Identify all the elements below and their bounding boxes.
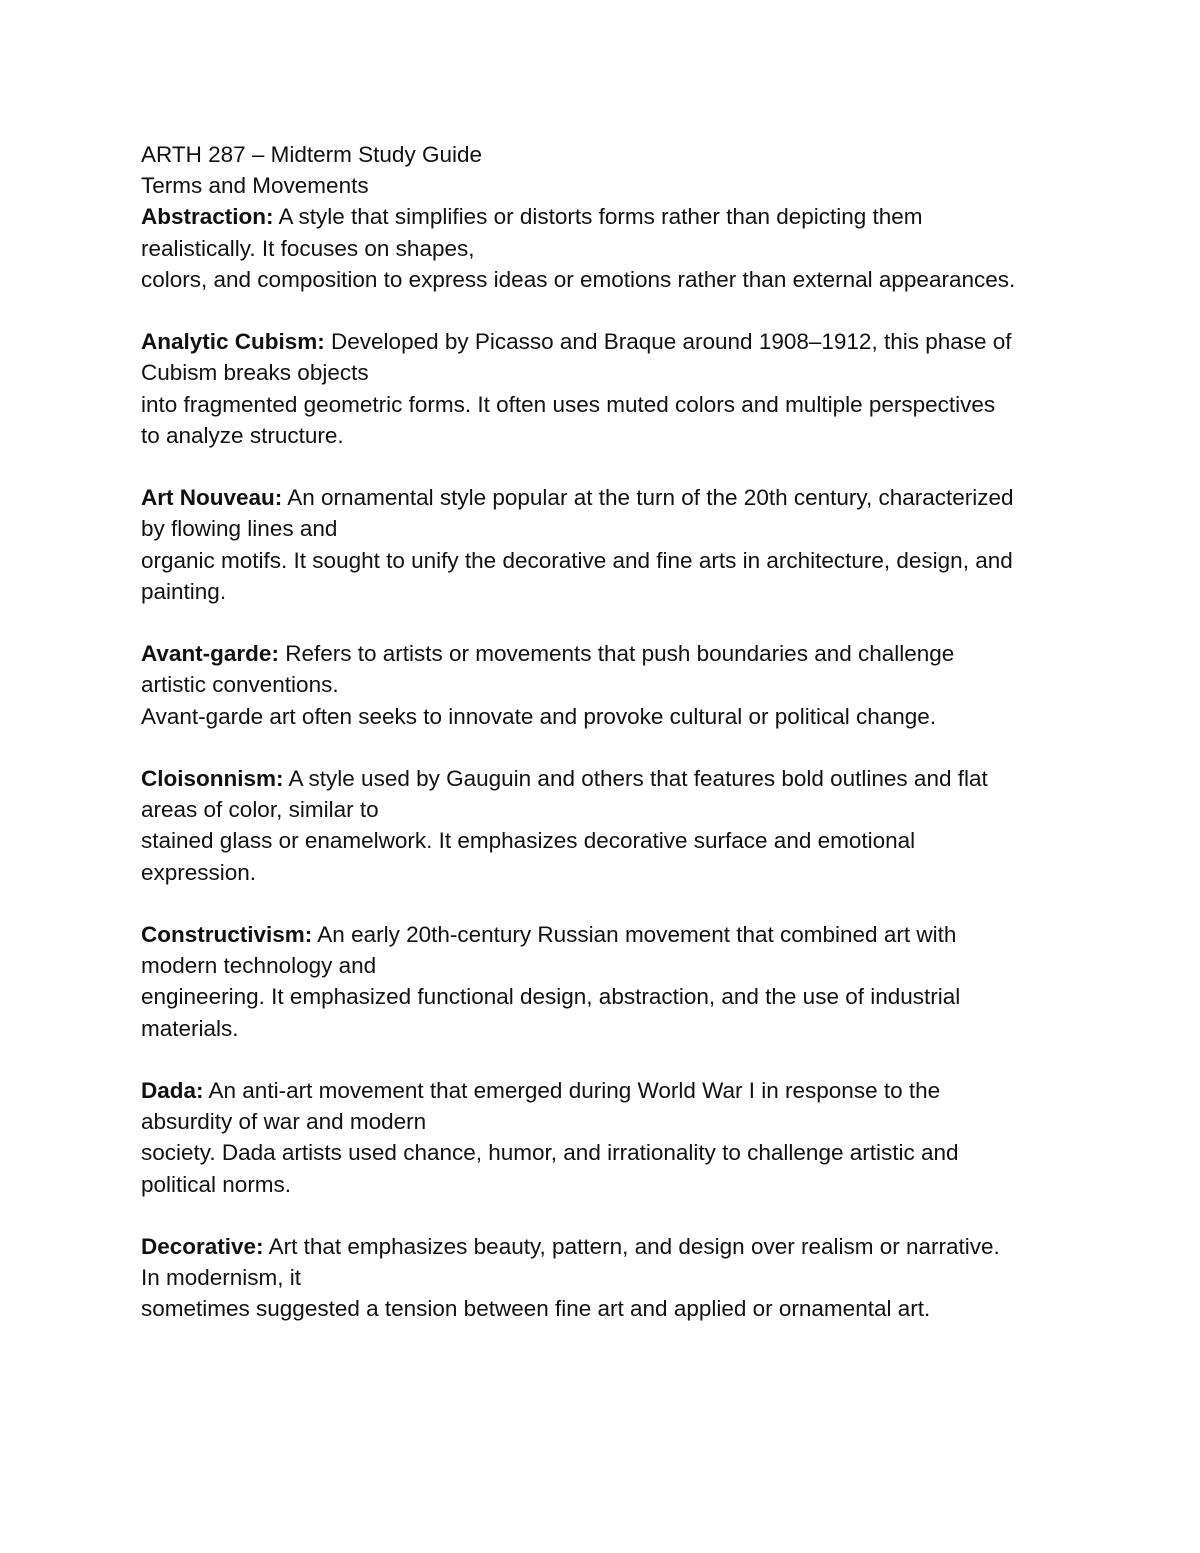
term-line: absurdity of war and modern [141,1109,427,1135]
term-line: In modernism, it [141,1265,302,1291]
term-entry [141,1231,1071,1325]
term-line: realistically. It focuses on shapes, [141,235,475,261]
term-line [141,201,1071,232]
term-definition: Developed by Picasso and Braque around 1908–1912, this phase of [324,329,1012,355]
term-name: Art Nouveau: [141,485,283,511]
term-entry [141,482,1071,607]
term-line: by flowing lines and [141,516,338,542]
term-entry [141,326,1071,451]
term-name: Analytic Cubism: [141,329,325,355]
term-line [141,1075,1071,1106]
term-definition: An ornamental style popular at the turn of the 20th century, characterized [282,485,1014,511]
term-line [141,919,1071,950]
term-line: modern technology and [141,953,377,979]
term-definition: A style that simplifies or distorts forms rather than depicting them [273,204,923,230]
term-name: Cloisonnism: [141,766,284,791]
term-line [141,482,1071,513]
term-line [141,763,1071,794]
term-name: Dada: [141,1078,204,1103]
term-definition: Art that emphasizes beauty, pattern, and design over realism or narrative. [263,1234,1000,1259]
term-line: to analyze structure. [141,422,344,448]
term-entry [141,201,1071,295]
term-line [141,1231,1071,1262]
term-line [141,326,1071,357]
term-line: society. Dada artists used chance, humor, and irrationality to challenge artistic and [141,1140,959,1166]
term-line: engineering. It emphasized functional design, abstraction, and the use of industrial [141,984,961,1010]
section-heading: Terms and Movements [141,173,369,199]
term-name: Avant-garde: [141,641,279,667]
term-name: Decorative: [141,1234,264,1259]
term-name: Constructivism: [141,922,313,947]
term-line: Avant-garde art often seeks to innovate and provoke cultural or political change. [141,703,937,729]
term-definition: Refers to artists or movements that push boundaries and challenge [278,641,955,667]
term-entry [141,1075,1071,1200]
term-line: organic motifs. It sought to unify the decorative and fine arts in architecture, design, and [141,547,1013,573]
term-entry [141,638,1071,732]
term-definition: An early 20th-century Russian movement that combined art with [312,922,957,947]
term-line: colors, and composition to express ideas or emotions rather than external appearances. [141,266,1016,292]
term-line: Cubism breaks objects [141,360,369,386]
term-entry [141,763,1071,888]
document-title: ARTH 287 – Midterm Study Guide [141,142,482,167]
term-line: stained glass or enamelwork. It emphasizes decorative surface and emotional [141,828,916,854]
term-line: into fragmented geometric forms. It often uses muted colors and multiple perspectives [141,391,996,417]
term-definition: A style used by Gauguin and others that features bold outlines and flat [283,766,988,791]
term-line: expression. [141,859,257,885]
term-line: sometimes suggested a tension between fine art and applied or ornamental art. [141,1296,931,1322]
terms-list [141,201,1071,1324]
term-line: political norms. [141,1171,292,1197]
term-line [141,638,1071,669]
term-name: Abstraction: [141,204,274,230]
study-guide-page [141,139,1071,1356]
term-line: painting. [141,578,227,604]
term-line: artistic conventions. [141,672,339,698]
term-definition: An anti-art movement that emerged during World War I in response to the [203,1078,941,1103]
term-line: materials. [141,1015,239,1041]
term-line: areas of color, similar to [141,797,379,823]
term-entry [141,919,1071,1044]
